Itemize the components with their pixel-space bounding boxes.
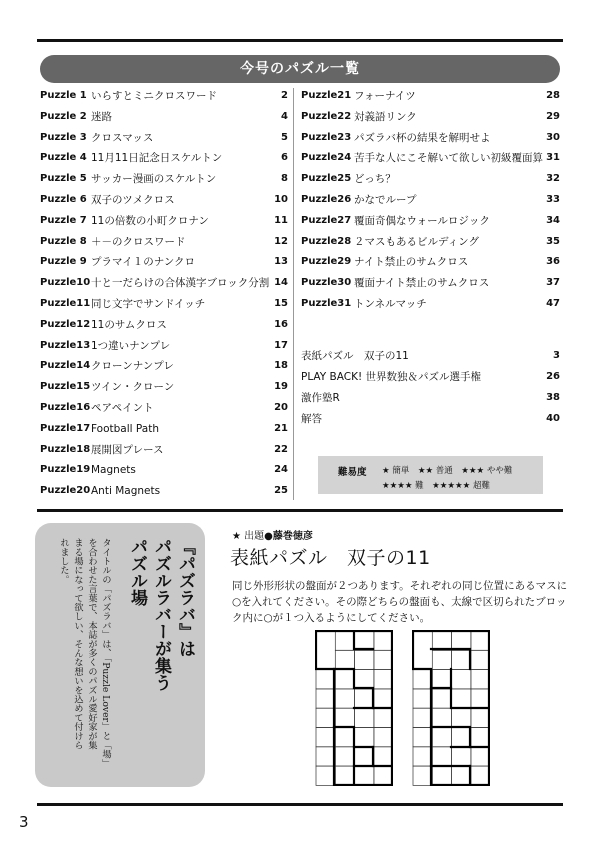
toc-page-number: 47	[546, 298, 560, 309]
toc-puzzle-title: ナイト禁止のサムクロス	[354, 256, 469, 269]
toc-puzzle-title: 覆面ナイト禁止のサムクロス	[354, 277, 490, 290]
toc-puzzle-number: Puzzle22	[301, 110, 352, 122]
toc-page-number: 34	[546, 214, 560, 226]
toc-entry	[301, 86, 560, 106]
toc-entry	[40, 398, 288, 418]
toc-puzzle-number: Puzzle25	[301, 173, 352, 185]
toc-entry	[40, 190, 288, 210]
toc-puzzle-number: Puzzle30	[301, 277, 352, 289]
credit-author: 藤巻徳彦	[272, 531, 313, 542]
top-rule	[37, 39, 563, 42]
toc-puzzle-number: Puzzle 2	[40, 110, 87, 122]
toc-puzzle-number: Puzzle 9	[40, 256, 87, 268]
toc-page-number: 31	[546, 152, 560, 164]
toc-entry	[40, 294, 288, 314]
toc-page-number: 17	[274, 339, 288, 351]
toc-extra-page: 26	[546, 371, 560, 382]
toc-puzzle-number: Puzzle26	[301, 194, 352, 205]
sidebar-heading-1: 『パズラバ』は	[175, 538, 195, 657]
toc-entry	[40, 377, 288, 397]
toc-page-number: 2	[281, 90, 288, 101]
toc-entry	[40, 232, 288, 252]
toc-extra-page: 40	[546, 413, 560, 424]
toc-puzzle-title: 1つ違いナンプレ	[91, 339, 171, 352]
toc-page-number: 18	[274, 360, 288, 372]
toc-puzzle-title: フォーナイツ	[354, 90, 416, 102]
toc-puzzle-title: ２マスもあるビルディング	[354, 235, 479, 248]
sidebar-box	[35, 523, 205, 787]
toc-puzzle-number: Puzzle11	[40, 298, 91, 309]
toc-puzzle-title: ペアペイント	[91, 402, 154, 414]
toc-puzzle-number: Puzzle28	[301, 235, 352, 247]
toc-extra-page: 3	[553, 350, 560, 361]
sidebar-body-4: れました。	[58, 538, 69, 584]
credit-prefix: 出題●	[244, 531, 273, 542]
toc-extra-title: 激作塾R	[301, 392, 340, 404]
toc-puzzle-title: 同じ文字でサンドイッチ	[91, 298, 206, 310]
toc-page-number: 25	[274, 485, 288, 497]
toc-entry	[301, 107, 560, 127]
toc-page-number: 24	[274, 464, 288, 476]
toc-header: 今号のパズル一覧	[40, 55, 560, 83]
toc-entry	[301, 294, 560, 314]
cover-puzzle-description: 同じ外形形状の盤面が２つあります。それぞれの同じ位置にあるマスに○を入れてください。その際どちらの盤面も、太線で区切られたブロック内に○が１つ入るようにしてください。	[232, 580, 568, 624]
toc-entry	[301, 169, 560, 189]
toc-entry	[40, 128, 288, 148]
toc-entry	[301, 128, 560, 148]
toc-puzzle-title: Anti Magnets	[91, 485, 161, 498]
toc-page-number: 14	[274, 277, 288, 289]
toc-puzzle-title: 覆面奇偶なウォールロジック	[354, 214, 490, 227]
toc-entry	[40, 440, 288, 460]
toc-puzzle-number: Puzzle29	[301, 256, 352, 268]
toc-puzzle-number: Puzzle 6	[40, 194, 87, 205]
toc-entry	[301, 252, 560, 272]
puzzle-credit	[232, 527, 313, 542]
bottom-rule	[37, 803, 563, 806]
toc-puzzle-title: 展開図プレース	[91, 443, 164, 456]
toc-puzzle-title: 十と一だらけの合体漢字ブロック分割	[91, 277, 270, 290]
toc-puzzle-number: Puzzle19	[40, 464, 91, 476]
toc-page-number: 33	[546, 194, 560, 205]
toc-puzzle-number: Puzzle 3	[40, 131, 87, 143]
toc-entry	[301, 273, 560, 293]
cover-puzzle-title: 表紙パズル 双子の11	[230, 547, 431, 569]
toc-puzzle-title: 迷路	[91, 110, 112, 123]
toc-puzzle-number: Puzzle21	[301, 90, 352, 101]
puzzle-grid-right	[412, 630, 490, 786]
toc-entry	[40, 169, 288, 189]
toc-extra-title: 表紙パズル 双子の11	[301, 350, 409, 362]
toc-extra-page: 38	[546, 392, 560, 403]
toc-entry	[40, 107, 288, 127]
toc-puzzle-title: Football Path	[91, 422, 159, 435]
toc-puzzle-number: Puzzle 4	[40, 152, 87, 164]
middle-rule	[37, 509, 563, 512]
toc-puzzle-number: Puzzle10	[40, 277, 91, 289]
difficulty-legend	[318, 456, 543, 494]
toc-page-number: 15	[274, 298, 288, 309]
toc-extra-title: 解答	[301, 413, 322, 425]
toc-page-number: 28	[546, 90, 560, 101]
difficulty-label: 難易度	[338, 467, 367, 478]
toc-puzzle-number: Puzzle27	[301, 214, 352, 226]
sidebar-heading-3: パズル場	[127, 538, 147, 606]
toc-puzzle-title: トンネルマッチ	[354, 298, 427, 310]
toc-puzzle-title: パズラバ杯の結果を解明せよ	[354, 131, 491, 144]
toc-entry	[40, 211, 288, 231]
toc-extra-title: PLAY BACK! 世界数独＆パズル選手権	[301, 371, 482, 383]
toc-puzzle-number: Puzzle12	[40, 318, 91, 330]
sidebar-body-2: を合わせた言葉で、本誌が多くのパズル愛好家が集	[86, 538, 97, 750]
toc-puzzle-title: 対義語リンク	[354, 110, 417, 123]
toc-page-number: 16	[274, 318, 288, 330]
column-divider	[293, 88, 294, 500]
toc-page-number: 12	[274, 235, 288, 247]
toc-puzzle-title: クローンナンプレ	[91, 360, 174, 373]
puzzle-grid-left	[315, 630, 393, 786]
toc-puzzle-title: ＋－のクロスワード	[91, 235, 186, 248]
toc-page-number: 32	[546, 173, 560, 185]
toc-puzzle-number: Puzzle 7	[40, 214, 87, 226]
toc-puzzle-title: 双子のツメクロス	[91, 194, 175, 206]
toc-entry	[40, 148, 288, 168]
toc-page-number: 20	[274, 402, 288, 413]
toc-puzzle-title: ツイン・クローン	[91, 381, 175, 394]
toc-page-number: 37	[546, 277, 560, 289]
toc-puzzle-number: Puzzle20	[40, 485, 91, 497]
toc-entry	[40, 419, 288, 439]
toc-puzzle-title: サッカー漫画のスケルトン	[91, 173, 217, 186]
toc-page-number: 30	[546, 131, 560, 143]
toc-puzzle-number: Puzzle15	[40, 381, 91, 393]
toc-puzzle-title: 11のサムクロス	[91, 318, 167, 331]
toc-page-number: 22	[274, 443, 288, 455]
toc-puzzle-number: Puzzle 8	[40, 235, 87, 247]
toc-page-number: 19	[274, 381, 288, 393]
toc-extra-entry	[301, 409, 560, 429]
toc-page-number: 11	[274, 214, 288, 226]
toc-page-number: 4	[281, 110, 288, 122]
toc-puzzle-title: いらすとミニクロスワード	[91, 90, 217, 102]
toc-page-number: 6	[281, 152, 288, 164]
toc-entry	[301, 211, 560, 231]
toc-page-number: 29	[546, 110, 560, 122]
toc-page-number: 5	[281, 131, 288, 143]
toc-entry	[301, 232, 560, 252]
toc-entry	[40, 315, 288, 335]
toc-entry	[301, 190, 560, 210]
toc-entry	[40, 356, 288, 376]
toc-page-number: 8	[281, 173, 288, 185]
toc-puzzle-title: 11月11日記念日スケルトン	[91, 152, 223, 165]
toc-puzzle-number: Puzzle 1	[40, 90, 87, 101]
toc-extra-entry	[301, 388, 560, 408]
toc-entry	[40, 273, 288, 293]
page-number: 3	[19, 813, 29, 831]
toc-page-number: 13	[274, 256, 288, 268]
toc-puzzle-title: クロスマッス	[91, 131, 154, 144]
sidebar-body-1: タイトルの「パズラバ」は、「Puzzle Lover」と「場」	[100, 538, 111, 768]
credit-star: ★	[232, 531, 241, 542]
toc-puzzle-number: Puzzle31	[301, 298, 352, 309]
toc-extra-entry	[301, 346, 560, 366]
toc-entry	[40, 86, 288, 106]
toc-entry	[40, 336, 288, 356]
toc-entry	[301, 148, 560, 168]
toc-puzzle-title: プラマイ１のナンクロ	[91, 256, 196, 269]
toc-puzzle-number: Puzzle13	[40, 339, 91, 351]
toc-entry	[40, 252, 288, 272]
difficulty-line-2: ★★★★ 難 ★★★★★ 超難	[382, 481, 490, 491]
toc-entry	[40, 481, 288, 501]
toc-puzzle-number: Puzzle24	[301, 152, 352, 164]
toc-page-number: 35	[546, 235, 560, 247]
toc-puzzle-title: 苦手な人にこそ解いて欲しい初級覆面算	[354, 152, 543, 165]
toc-puzzle-title: Magnets	[91, 464, 136, 477]
toc-puzzle-title: かなでループ	[354, 194, 417, 206]
toc-extra-entry	[301, 367, 560, 387]
toc-puzzle-number: Puzzle18	[40, 443, 91, 455]
sidebar-heading-2: パズルラバーが集う	[151, 538, 171, 691]
toc-puzzle-number: Puzzle17	[40, 422, 91, 434]
toc-puzzle-number: Puzzle 5	[40, 173, 87, 185]
toc-puzzle-number: Puzzle14	[40, 360, 91, 372]
toc-puzzle-number: Puzzle23	[301, 131, 352, 143]
sidebar-body-3: まる場になって欲しい、そんな想いを込めて付けら	[72, 538, 83, 750]
toc-page-number: 36	[546, 256, 560, 268]
toc-entry	[40, 460, 288, 480]
toc-puzzle-title: 11の倍数の小町クロナン	[91, 214, 209, 227]
toc-puzzle-title: どっち？	[354, 173, 396, 186]
toc-page-number: 21	[274, 422, 288, 434]
difficulty-line-1: ★ 簡単 ★★ 普通 ★★★ やや難	[382, 466, 513, 476]
toc-puzzle-number: Puzzle16	[40, 402, 91, 413]
toc-page-number: 10	[274, 194, 288, 205]
